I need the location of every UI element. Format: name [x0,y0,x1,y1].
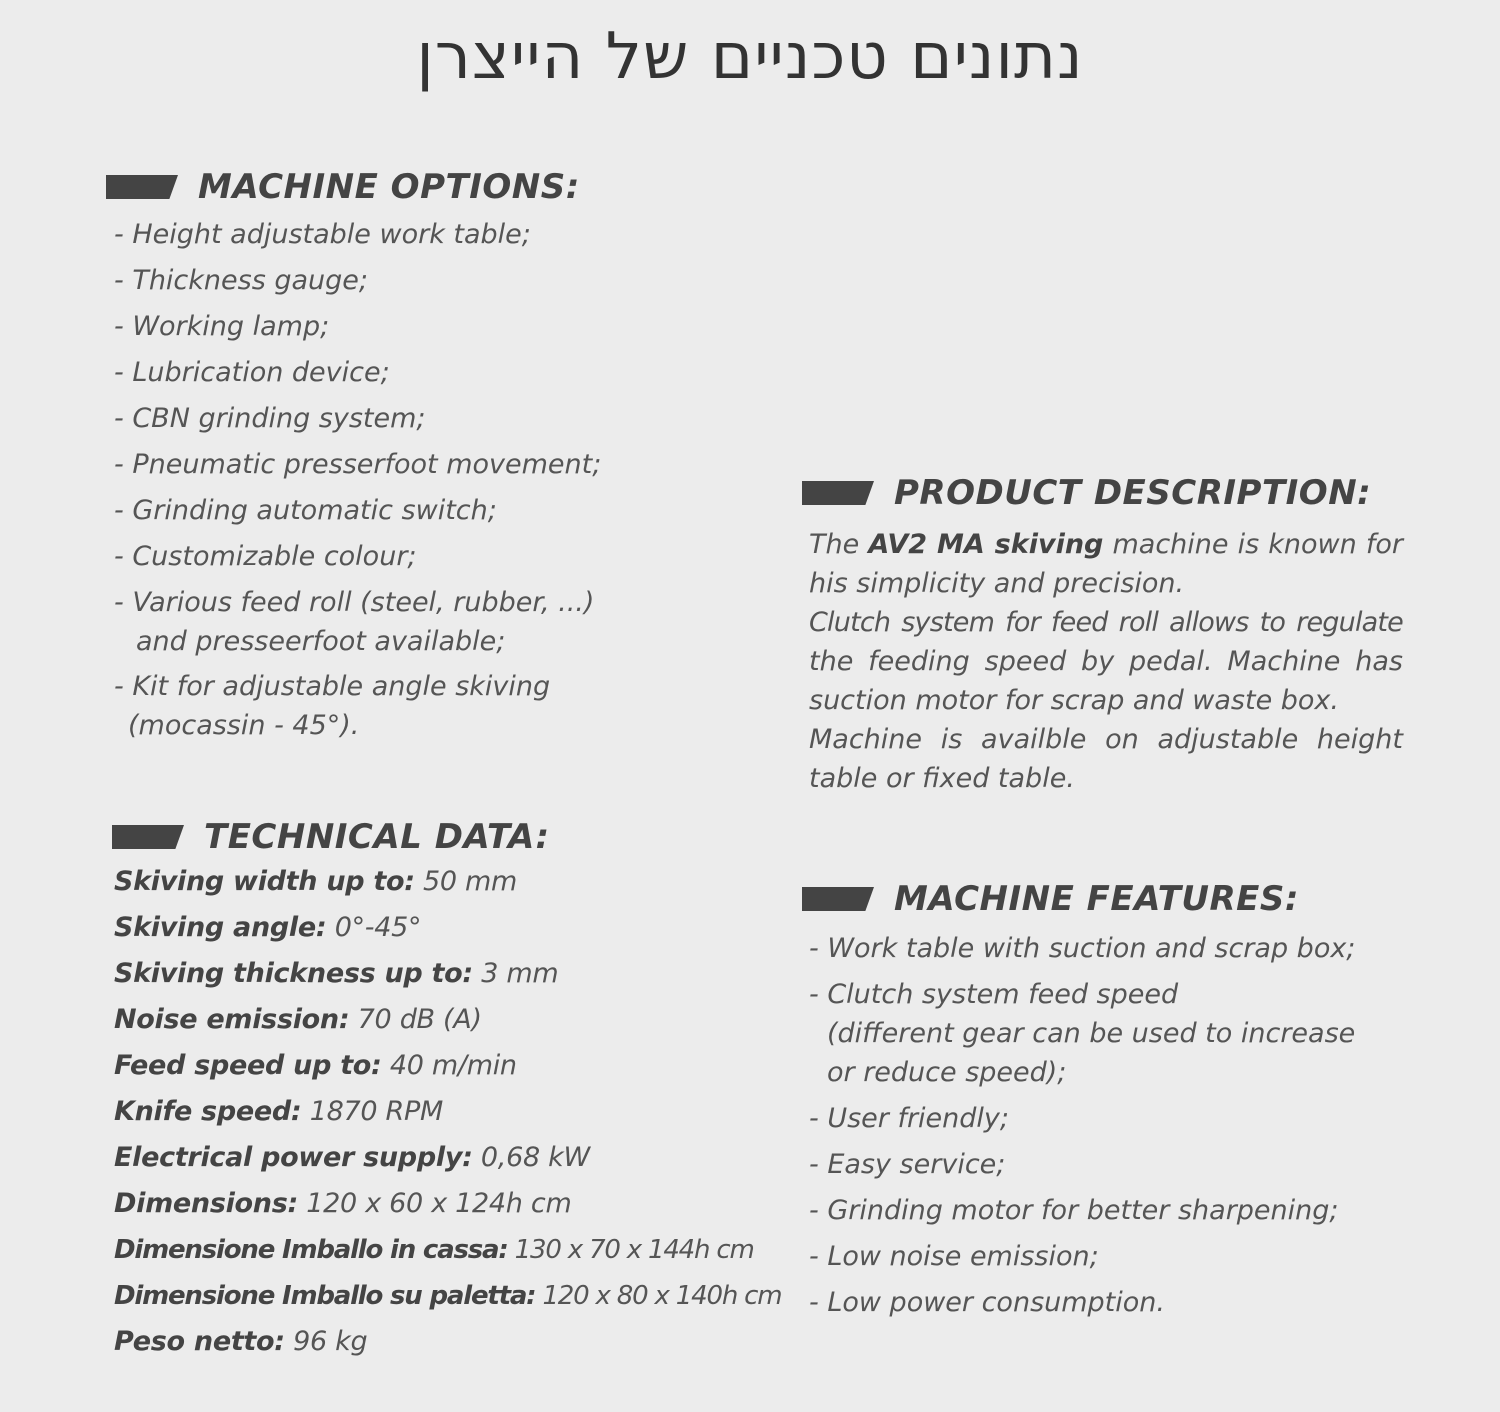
spec-label: Dimensione Imballo in cassa: [114,1235,508,1265]
list-item [114,667,601,745]
list-item: - Low noise emission; [809,1241,1099,1272]
spec-row [114,1319,781,1365]
product-description-heading: PRODUCT DESCRIPTION: [894,473,1372,513]
list-item: - User friendly; [809,1103,1009,1134]
machine-features-header [802,877,1355,921]
list-item-line: - Various feed roll (steel, rubber, ...) [114,587,595,618]
page-title: נתונים טכניים של הייצרן [416,20,1084,94]
section-bar-icon [802,887,874,911]
machine-features-heading: MACHINE FEATURES: [894,879,1299,919]
machine-options-header [106,165,601,209]
spec-label: Skiving thickness up to: [114,958,473,989]
spec-label: Dimensione Imballo su paletta: [114,1281,536,1311]
description-line: Clutch system for feed roll allows to regulate [809,607,1403,638]
list-item: - Grinding motor for better sharpening; [809,1195,1339,1226]
list-item: - Pneumatic presserfoot movement; [114,449,602,480]
spec-label: Feed speed up to: [114,1050,382,1081]
technical-data-section [112,815,781,1365]
product-description-header [802,471,1403,515]
list-item-continuation: (different gear can be used to increase [827,1018,1356,1049]
spec-value: 96 kg [293,1326,368,1357]
description-line: suction motor for scrap and waste box. [809,685,1339,716]
description-line: his simplicity and precision. [809,568,1185,599]
section-bar-icon [802,481,874,505]
spec-row [114,1227,781,1273]
spec-value: 0,68 kW [480,1142,590,1173]
spec-value: 0°-45° [334,912,422,943]
spec-value: 130 x 70 x 144h cm [514,1235,754,1265]
machine-options-list [114,215,601,745]
list-item: - Grinding automatic switch; [114,495,497,526]
model-name: AV2 MA skiving [868,529,1104,560]
machine-options-heading: MACHINE OPTIONS: [198,167,580,207]
spec-row [114,1273,781,1319]
spec-value: 1870 RPM [309,1096,443,1127]
spec-value: 50 mm [423,866,518,897]
list-item: - Lubrication device; [114,357,390,388]
list-item-continuation: or reduce speed); [827,1057,1067,1088]
technical-data-heading: TECHNICAL DATA: [204,817,550,857]
list-item: - Easy service; [809,1149,1006,1180]
machine-features-section [802,877,1355,1329]
section-bar-icon [112,825,184,849]
spec-label: Dimensions: [114,1188,298,1219]
spec-label: Skiving angle: [114,912,327,943]
spec-label: Knife speed: [114,1096,302,1127]
technical-data-list [114,859,781,1365]
spec-value: 70 dB (A) [357,1004,482,1035]
spec-row [114,859,781,905]
list-item: - Working lamp; [114,311,330,342]
spec-row [114,951,781,997]
spec-value: 40 m/min [389,1050,517,1081]
list-item-continuation: (mocassin - 45°). [128,710,360,741]
spec-row [114,1089,781,1135]
description-line: the feeding speed by pedal. Machine has [809,646,1403,677]
spec-label: Noise emission: [114,1004,350,1035]
list-item: - Work table with suction and scrap box; [809,933,1356,964]
spec-value: 120 x 60 x 124h cm [306,1188,572,1219]
list-item: - Height adjustable work table; [114,219,531,250]
section-bar-icon [106,175,178,199]
spec-label: Electrical power supply: [114,1142,473,1173]
spec-label: Skiving width up to: [114,866,415,897]
description-line: table or fixed table. [809,763,1075,794]
description-line: Machine is availble on adjustable height [809,724,1403,755]
spec-value: 120 x 80 x 140h cm [542,1281,782,1311]
list-item-continuation: and presseerfoot available; [136,626,506,657]
spec-row [114,1135,781,1181]
spec-label: Peso netto: [114,1326,285,1357]
spec-row [114,1043,781,1089]
description-text: machine is known for [1112,529,1403,560]
machine-features-list [809,929,1355,1322]
description-line [809,525,1403,564]
description-text: The [809,529,860,560]
list-item: - Low power consumption. [809,1287,1165,1318]
technical-data-header [112,815,781,859]
list-item-line: - Clutch system feed speed [809,979,1179,1010]
spec-row [114,997,781,1043]
list-item: - Customizable colour; [114,541,417,572]
list-item [114,583,601,661]
list-item: - CBN grinding system; [114,403,426,434]
list-item-line: - Kit for adjustable angle skiving [114,671,551,702]
product-description-text [809,525,1403,798]
spec-value: 3 mm [481,958,559,989]
machine-options-section [106,165,601,751]
list-item [809,975,1355,1092]
spec-row [114,1181,781,1227]
spec-row [114,905,781,951]
product-description-section [802,471,1403,798]
list-item: - Thickness gauge; [114,265,368,296]
